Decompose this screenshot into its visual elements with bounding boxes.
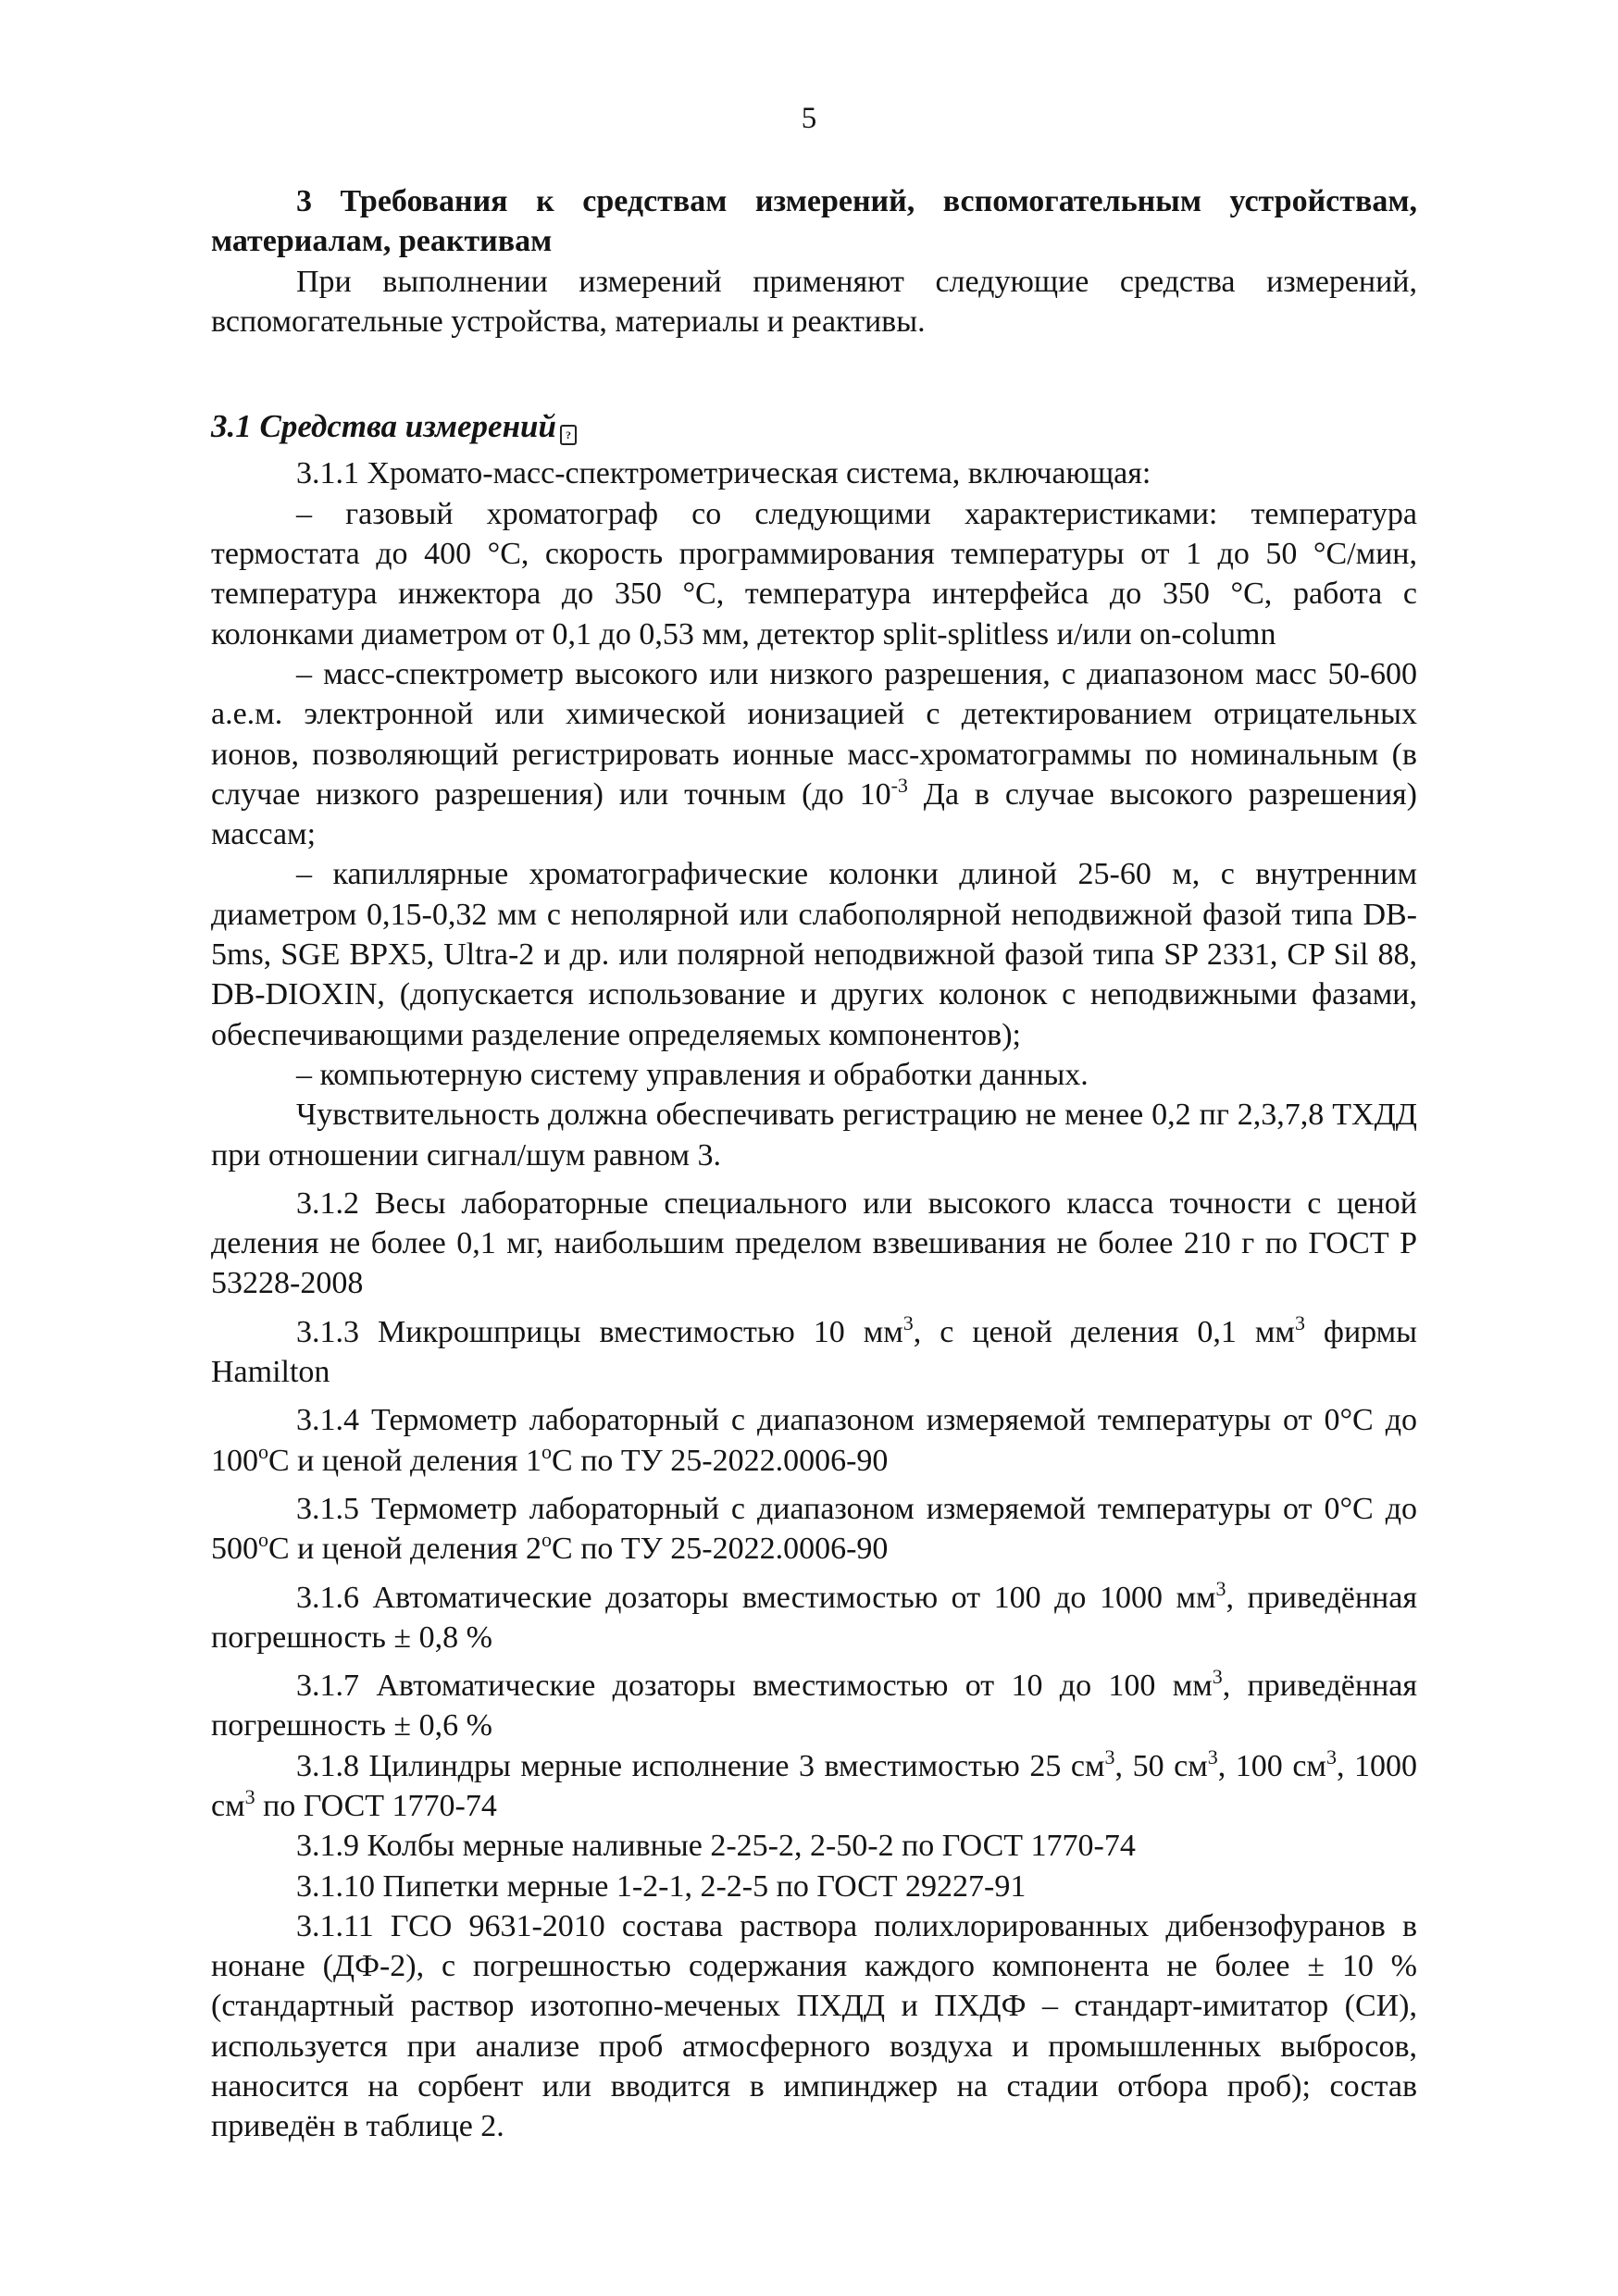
- item-text: 3.1.4 Термометр лабораторный с диапазоном измеряемой температуры от 0°С до 100: [211, 1403, 1417, 1478]
- item-text: , приведённая погрешность ± 0,8 %: [211, 1580, 1417, 1655]
- item-3-1-9: 3.1.9 Колбы мерные наливные 2-25-2, 2-50-2 по ГОСТ 1770-74: [296, 1829, 1136, 1864]
- superscript: 3: [1294, 1310, 1305, 1334]
- degree-superscript: o: [541, 1528, 553, 1552]
- item-text: по ГОСТ 1770-74: [255, 1788, 497, 1823]
- item-mass-spectrometer: [211, 654, 1417, 854]
- superscript: 3: [1326, 1744, 1337, 1769]
- item-text: С и ценой деления 1: [268, 1443, 542, 1478]
- item-text: 3.1.5 Термометр лабораторный с диапазоном измеряемой температуры от 0°С до 500: [211, 1491, 1417, 1567]
- degree-superscript: o: [258, 1439, 268, 1463]
- item-3-1-3: [211, 1312, 1417, 1393]
- item-3-1-2: 3.1.2 Весы лабораторные специального или высокого класса точности с ценой деления не более 0,1 мг, наибольшим пределом взвешивания не более 210 г по ГОСТ Р 53228-2008: [211, 1185, 1417, 1301]
- item-3-1-5: [211, 1489, 1417, 1570]
- item-computer-system: – компьютерную систему управления и обработки данных.: [296, 1057, 1089, 1092]
- item-text: , с ценой деления 0,1 мм: [913, 1314, 1295, 1349]
- item-text: , 1000 см: [211, 1748, 1418, 1823]
- item-text: С по ТУ 25-2022.0006-90: [552, 1443, 889, 1478]
- superscript: 3: [244, 1784, 255, 1808]
- superscript: 3: [1212, 1665, 1223, 1689]
- item-text: фирмы Hamilton: [211, 1314, 1417, 1390]
- superscript: -3: [890, 773, 908, 797]
- item-gas-chromatograph: – газовый хроматограф со следующими характеристиками: температура термостата до 400 °С, скорость программирования температуры от 1 до 50 °С/мин, температура инжектора до 350 °С, температура интерфейса до 350 °С, работа с колонками диаметром от 0,1 до 0,53 мм, детектор split-splitless и/или on-column: [211, 496, 1417, 652]
- unknown-glyph-icon: ?: [560, 425, 577, 445]
- item-text: С по ТУ 25-2022.0006-90: [552, 1532, 889, 1567]
- item-text: 3.1.6 Автоматические дозаторы вместимостью от 100 до 1000 мм: [296, 1580, 1216, 1615]
- item-text: 3.1.8 Цилиндры мерные исполнение 3 вместимостью 25 см: [296, 1748, 1105, 1783]
- sensitivity-paragraph: Чувствительность должна обеспечивать регистрацию не менее 0,2 пг 2,3,7,8 ТХДД при отношении сигнал/шум равном 3.: [211, 1098, 1417, 1173]
- degree-superscript: o: [541, 1439, 553, 1463]
- mass-spectrometer-text: – масс-спектрометр высокого или низкого разрешения, с диапазоном масс 50-600 а.е.м. электронной или химической ионизацией с детектированием отрицательных ионов, позволяющий регистрировать ионные масс-хроматограммы по номинальным (в случае низкого разрешения) или точным (до 10: [211, 656, 1417, 812]
- superscript: 3: [1215, 1576, 1226, 1600]
- superscript: 3: [902, 1310, 914, 1334]
- subsection-title: [211, 406, 1417, 446]
- superscript: 3: [1207, 1744, 1218, 1769]
- item-3-1-7: [211, 1666, 1417, 1746]
- intro-paragraph: При выполнении измерений применяют следующие средства измерений, вспомогательные устройства, материалы и реактивы.: [211, 264, 1417, 339]
- item-3-1-11: 3.1.11 ГСО 9631-2010 состава раствора полихлорированных дибензофуранов в нонане (ДФ-2), с погрешностью содержания каждого компонента не более ± 10 % (стандартный раствор изотопно-меченых ПХДД и ПХДФ – стандарт-имитатор (СИ), используется при анализе проб атмосферного воздуха и промышленных выбросов, наносится на сорбент или вводится в импинджер на стадии отбора проб); состав приведён в таблице 2.: [211, 1908, 1417, 2144]
- item-capillary-columns: – капиллярные хроматографические колонки длиной 25-60 м, с внутренним диаметром 0,15-0,32 мм с неполярной или слабополярной неподвижной фазой типа DB-5ms, SGE BPX5, Ultra-2 и др. или полярной неподвижной фазой типа SP 2331, CP Sil 88, DB-DIOXIN, (допускается использование и других колонок с неподвижными фазами, обеспечивающими разделение определяемых компонентов);: [211, 857, 1417, 1052]
- item-text: , приведённая погрешность ± 0,6 %: [211, 1669, 1417, 1744]
- item-text: , 50 см: [1114, 1748, 1208, 1783]
- superscript: 3: [1104, 1744, 1115, 1769]
- item-3-1-4: [211, 1400, 1417, 1481]
- item-3-1-10: 3.1.10 Пипетки мерные 1-2-1, 2-2-5 по ГОСТ 29227-91: [296, 1868, 1027, 1904]
- item-3-1-8: [211, 1746, 1417, 1827]
- page-number: 5: [801, 102, 817, 135]
- subsection-title-text: 3.1 Средства измерений: [211, 408, 556, 445]
- item-text: С и ценой деления 2: [268, 1532, 542, 1567]
- degree-superscript: o: [258, 1528, 268, 1552]
- item-3-1-6: [211, 1578, 1417, 1658]
- mass-spectrometer-text-end: Да в случае высокого разрешения) массам;: [211, 776, 1417, 852]
- section-title: 3 Требования к средствам измерений, вспомогательным устройствам, материалам, реактивам: [211, 184, 1417, 259]
- item-text: 3.1.7 Автоматические дозаторы вместимостью от 10 до 100 мм: [296, 1669, 1213, 1704]
- item-text: , 100 см: [1217, 1748, 1326, 1783]
- item-text: 3.1.3 Микрошприцы вместимостью 10 мм: [296, 1314, 903, 1349]
- item-3-1-1: 3.1.1 Хромато-масс-спектрометрическая система, включающая:: [296, 456, 1151, 491]
- document-body: [211, 181, 1417, 2147]
